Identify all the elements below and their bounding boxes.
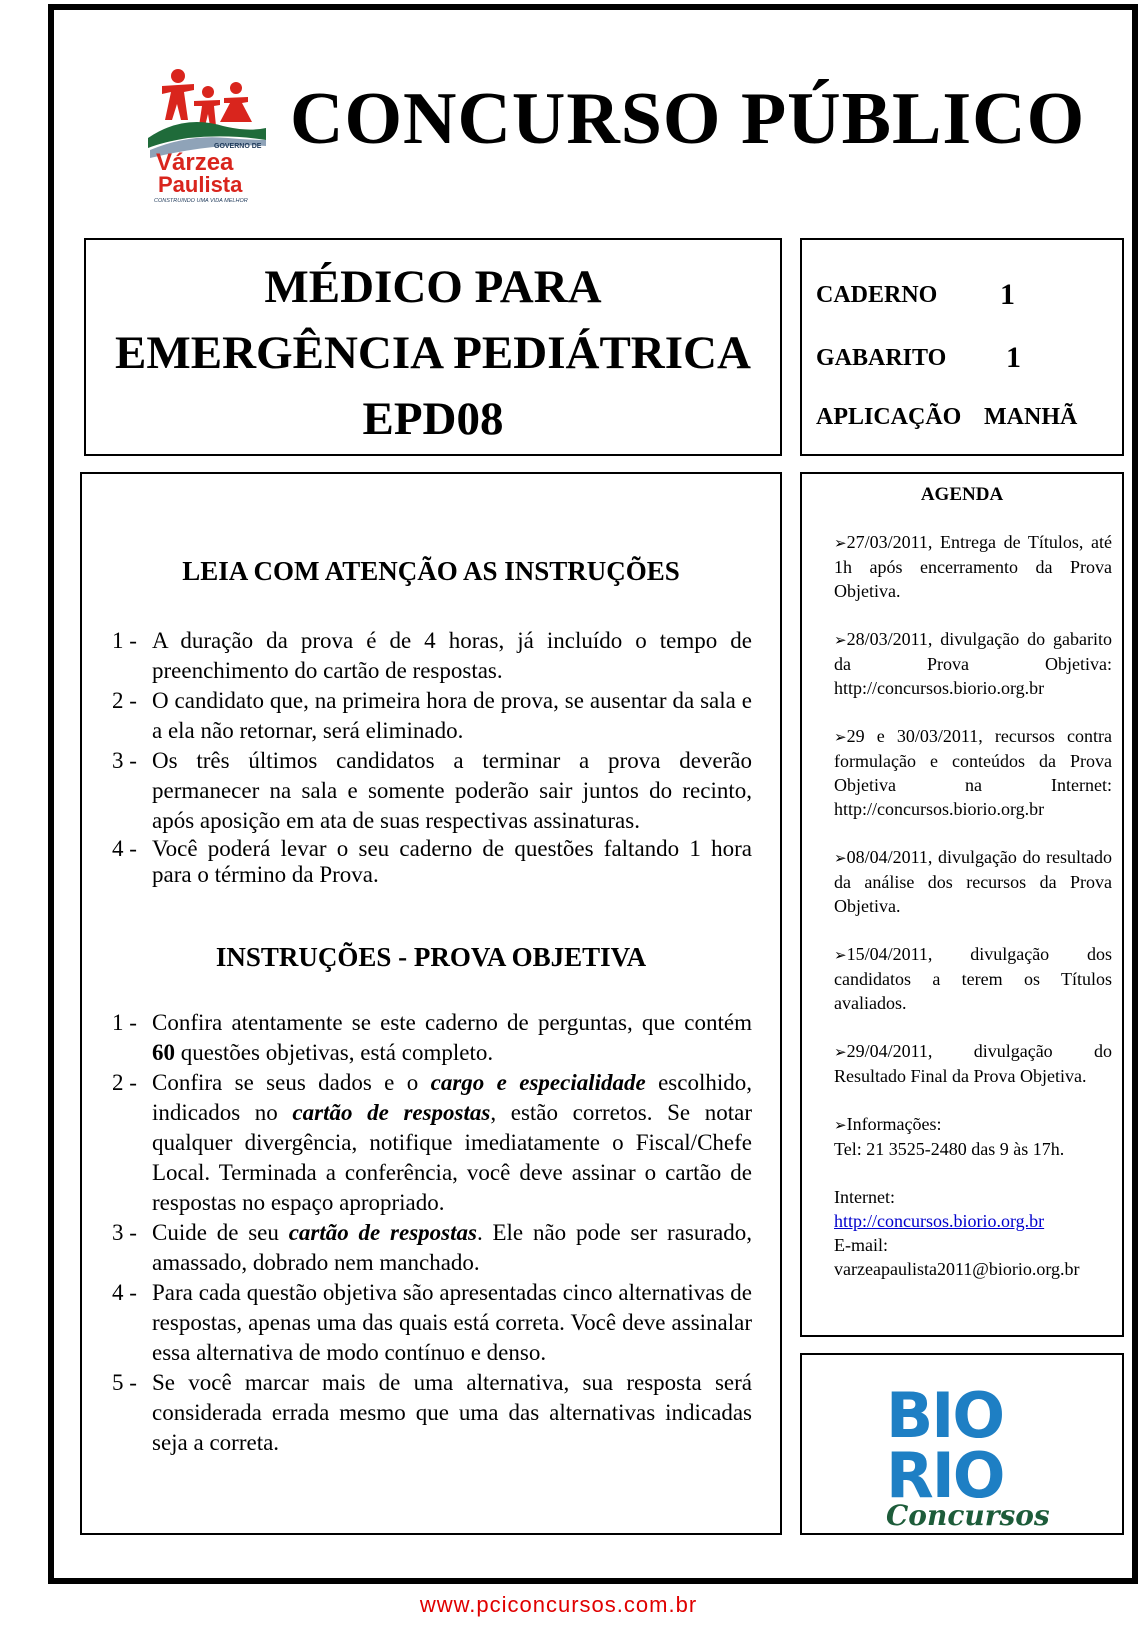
internet-link[interactable]: http://concursos.biorio.org.br <box>834 1211 1045 1231</box>
gabarito-label: GABARITO <box>816 345 947 371</box>
objective-num: 5 - <box>112 1370 137 1395</box>
position-box <box>84 238 782 456</box>
objective-item <box>112 1278 752 1368</box>
agenda-item: ➢15/04/2011, divulgação dos candidatos a terem os Títulos avaliados. <box>834 944 1112 1013</box>
instruction-num: 2 - <box>112 688 137 713</box>
agenda-box <box>800 472 1124 1337</box>
objective-item <box>112 1368 752 1458</box>
agenda-list <box>834 530 1112 1281</box>
objective-text: Para cada questão objetiva são apresentadas cinco alternativas de respostas, apenas uma das quais está correta. Você deve assinalar essa alternativa de modo contínuo e denso. <box>152 1280 752 1365</box>
objective-item <box>112 1068 752 1218</box>
objective-text: Cuide de seu cartão de respostas. Ele não pode ser rasurado, amassado, dobrado nem manchado. <box>152 1220 752 1275</box>
aplicacao-value: MANHÃ <box>984 404 1078 430</box>
emphasis-cargo: cargo e especialidade <box>430 1070 646 1095</box>
instruction-item <box>112 746 752 836</box>
instructions-title: LEIA COM ATENÇÃO AS INSTRUÇÕES <box>182 556 680 586</box>
agenda-item: ➢28/03/2011, divulgação do gabarito da Prova Objetiva: http://concursos.biorio.org.br <box>834 629 1112 698</box>
logo-line3: Paulista <box>158 172 243 197</box>
logo-line2: Várzea <box>156 149 234 176</box>
aplicacao-row <box>816 404 1078 431</box>
position-line1: MÉDICO PARA <box>264 261 602 313</box>
email-text: varzeapaulista2011@biorio.org.br <box>834 1259 1080 1279</box>
arrow-icon: ➢ <box>834 1116 847 1134</box>
biorio-box <box>800 1353 1124 1535</box>
caderno-value: 1 <box>1000 278 1015 311</box>
agenda-contact <box>834 1185 1112 1281</box>
objective-text: Confira se seus dados e o cargo e especialidade escolhido, indicados no cartão de respostas, estão corretos. Se notar qualquer divergência, notifique imediatamente o Fiscal/Chefe Local. Terminada a conferência, você deve assinar o cartão de respostas no espaço apropriado. <box>152 1070 752 1215</box>
instruction-text: Os três últimos candidatos a terminar a prova deverão permanecer na sala e somente poderão sair juntos do recinto, após aposição em ata de suas respectivas assinaturas. <box>152 748 752 833</box>
email-label: E-mail: <box>834 1235 888 1255</box>
phone-text: Tel: 21 3525-2480 das 9 às 17h. <box>834 1139 1065 1159</box>
objective-num: 4 - <box>112 1280 137 1305</box>
meta-box <box>800 238 1124 456</box>
arrow-icon: ➢ <box>834 1043 847 1061</box>
agenda-title: AGENDA <box>920 484 1004 505</box>
arrow-icon: ➢ <box>834 534 847 552</box>
instructions-list <box>112 626 752 888</box>
biorio-logo <box>802 1355 1122 1533</box>
question-count: 60 <box>152 1040 175 1065</box>
objective-list <box>112 1008 752 1458</box>
objective-text: Confira atentamente se este caderno de perguntas, que contém 60 questões objetivas, está completo. <box>152 1010 752 1065</box>
arrow-icon: ➢ <box>834 849 847 867</box>
objective-item <box>112 1008 752 1068</box>
arrow-icon: ➢ <box>834 728 847 746</box>
biorio-line2: RIO <box>886 1439 1004 1512</box>
objective-item <box>112 1218 752 1278</box>
arrow-icon: ➢ <box>834 946 847 964</box>
instructions-box <box>80 472 782 1535</box>
arrow-icon: ➢ <box>834 631 847 649</box>
instruction-item <box>112 836 752 888</box>
footer-url[interactable]: www.pciconcursos.com.br <box>419 1592 698 1617</box>
objective-num: 1 - <box>112 1010 137 1035</box>
varzea-paulista-logo <box>148 68 268 203</box>
gabarito-value: 1 <box>1006 341 1021 374</box>
gabarito-row <box>816 341 1021 374</box>
info-label: Informações: <box>846 1114 942 1134</box>
objective-num: 3 - <box>112 1220 137 1245</box>
caderno-label: CADERNO <box>816 282 938 308</box>
logo-line1: GOVERNO DE <box>214 143 262 150</box>
biorio-line3: Concursos <box>886 1499 1050 1532</box>
page-title: CONCURSO PÚBLICO <box>290 78 1086 160</box>
instruction-text: A duração da prova é de 4 horas, já incluído o tempo de preenchimento do cartão de respostas. <box>152 628 752 683</box>
emphasis-cartao: cartão de respostas <box>292 1100 491 1125</box>
instruction-num: 3 - <box>112 748 137 773</box>
biorio-line1: BIO <box>886 1379 1004 1452</box>
objective-text: Se você marcar mais de uma alternativa, sua resposta será considerada errada mesmo que uma das alternativas indicadas seja a correta. <box>152 1370 752 1455</box>
objective-title: INSTRUÇÕES - PROVA OBJETIVA <box>215 942 647 972</box>
agenda-item: ➢27/03/2011, Entrega de Títulos, até 1h após encerramento da Prova Objetiva. <box>834 532 1112 601</box>
agenda-info <box>834 1112 1112 1161</box>
caderno-row <box>816 278 1015 311</box>
agenda-item: ➢29 e 30/03/2011, recursos contra formulação e conteúdos da Prova Objetiva na Internet: http://concursos.biorio.org.br <box>834 726 1112 819</box>
agenda-item: ➢08/04/2011, divulgação do resultado da análise dos recursos da Prova Objetiva. <box>834 847 1112 916</box>
internet-label: Internet: <box>834 1187 895 1207</box>
footer <box>0 1592 1143 1618</box>
objective-num: 2 - <box>112 1070 137 1095</box>
logo-tagline: CONSTRUINDO UMA VIDA MELHOR <box>154 198 248 203</box>
emphasis-cartao: cartão de respostas <box>288 1220 477 1245</box>
instruction-num: 4 - <box>112 836 137 861</box>
instruction-item <box>112 686 752 746</box>
instruction-text: O candidato que, na primeira hora de prova, se ausentar da sala e a ela não retornar, será eliminado. <box>152 688 752 743</box>
agenda-item: ➢29/04/2011, divulgação do Resultado Final da Prova Objetiva. <box>834 1041 1112 1086</box>
aplicacao-label: APLICAÇÃO <box>816 404 962 430</box>
instruction-num: 1 - <box>112 628 137 653</box>
instruction-item <box>112 626 752 686</box>
instruction-text: Você poderá levar o seu caderno de questões faltando 1 hora para o término da Prova. <box>152 836 752 887</box>
position-line2: EMERGÊNCIA PEDIÁTRICA <box>115 327 751 379</box>
position-code: EPD08 <box>362 393 504 445</box>
